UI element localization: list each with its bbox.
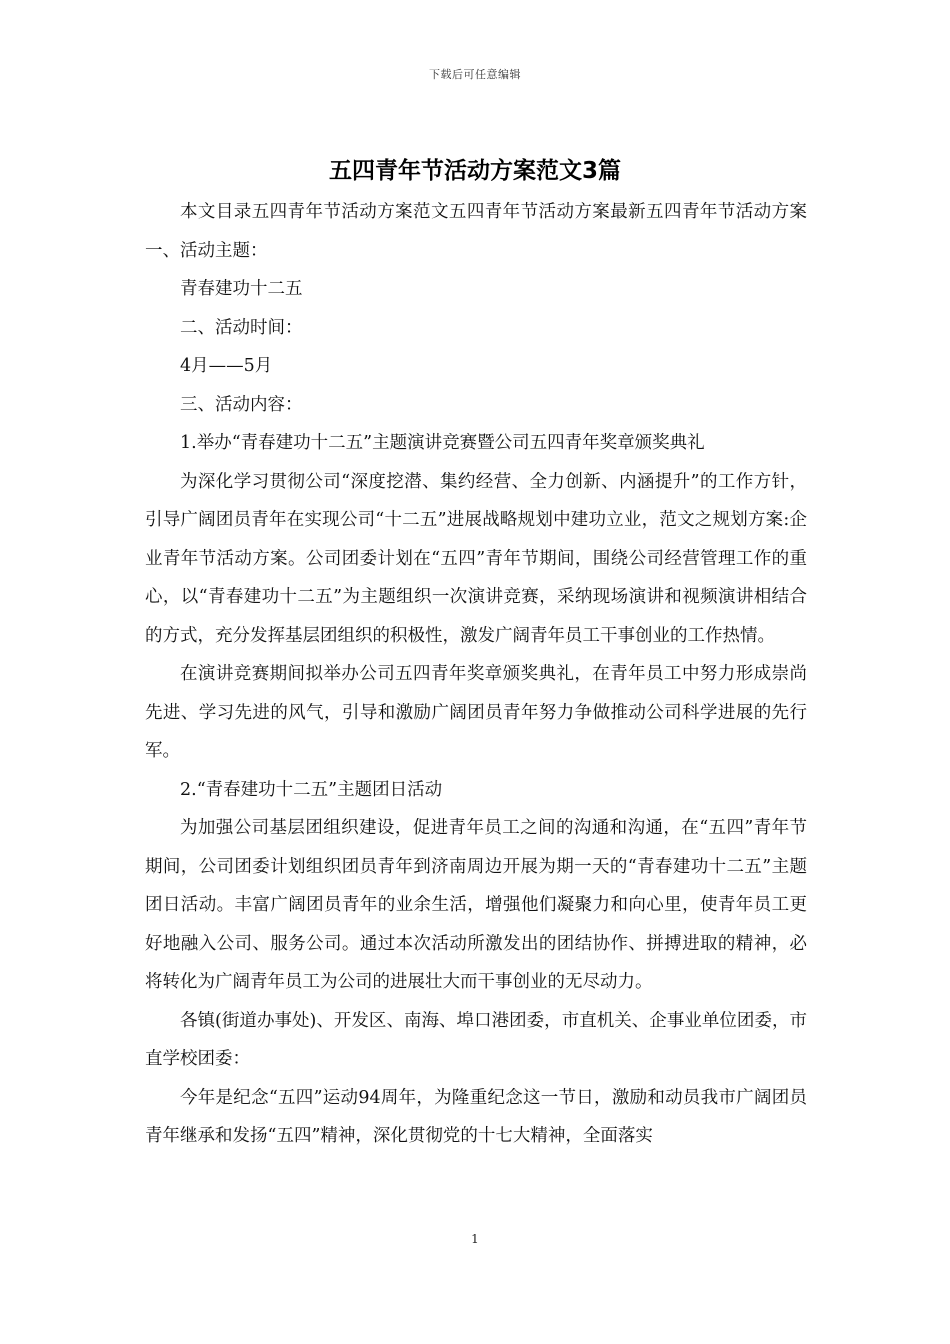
paragraph-heading-content: 三、活动内容： — [180, 394, 303, 415]
paragraph-item-2-body: 为加强公司基层团组织建设，促进青年员工之间的沟通和沟通，在“五四”青年节期间，公司团委计划组织团员青年到济南周边开展为期一天的“青春建功十二五”主题团日活动。丰富广阔团员青年的业余生活，增强他们凝聚力和向心里，使青年员工更好地融入公司、服务公司。通过本次活动所激发出的团结协作、拼搏进取的精神，必将转化为广阔青年员工为公司的进展壮大而干事创业的无尽动力。 — [145, 818, 807, 992]
paragraph-time-value: 4月——5月 — [180, 356, 273, 376]
paragraph-table-of-contents: 本文目录五四青年节活动方案范文五四青年节活动方案最新五四青年节活动方案一、活动主题： — [145, 202, 807, 261]
paragraph-item-1-body: 为深化学习贯彻公司“深度挖潜、集约经营、全力创新、内涵提升”的工作方针，引导广阔团员青年在实现公司“十二五”进展战略规划中建功立业，范文之规划方案:企业青年节活动方案。公司团委计划在“五四”青年节期间，围绕公司经营管理工作的重心，以“青春建功十二五”为主题组织一次演讲竞赛，采纳现场演讲和视频演讲相结合的方式，充分发挥基层团组织的积极性，激发广阔青年员工干事创业的工作热情。 — [145, 471, 807, 646]
paragraph-addressees: 各镇(街道办事处)、开发区、南海、埠口港团委，市直机关、企事业单位团委，市直学校团委： — [145, 1010, 807, 1069]
document-body — [145, 193, 807, 1156]
paragraph-anniversary: 今年是纪念“五四”运动94周年，为隆重纪念这一节日，激励和动员我市广阔团员青年继承和发扬“五四”精神，深化贯彻党的十七大精神，全面落实 — [145, 1087, 807, 1146]
paragraph-item-1-award: 在演讲竞赛期间拟举办公司五四青年奖章颁奖典礼，在青年员工中努力形成崇尚先进、学习先进的风气，引导和激励广阔团员青年努力争做推动公司科学进展的先行军。 — [145, 664, 807, 761]
page-number: 1 — [471, 1232, 479, 1246]
document-title: 五四青年节活动方案范文3篇 — [328, 158, 621, 184]
paragraph-theme-value: 青春建功十二五 — [180, 279, 303, 299]
header-note: 下载后可任意编辑 — [429, 68, 521, 81]
paragraph-item-1-title: 1.举办“青春建功十二五”主题演讲竞赛暨公司五四青年奖章颁奖典礼 — [180, 433, 705, 453]
paragraph-item-2-title: 2.“青春建功十二五”主题团日活动 — [180, 779, 443, 800]
paragraph-heading-time: 二、活动时间： — [180, 317, 303, 338]
